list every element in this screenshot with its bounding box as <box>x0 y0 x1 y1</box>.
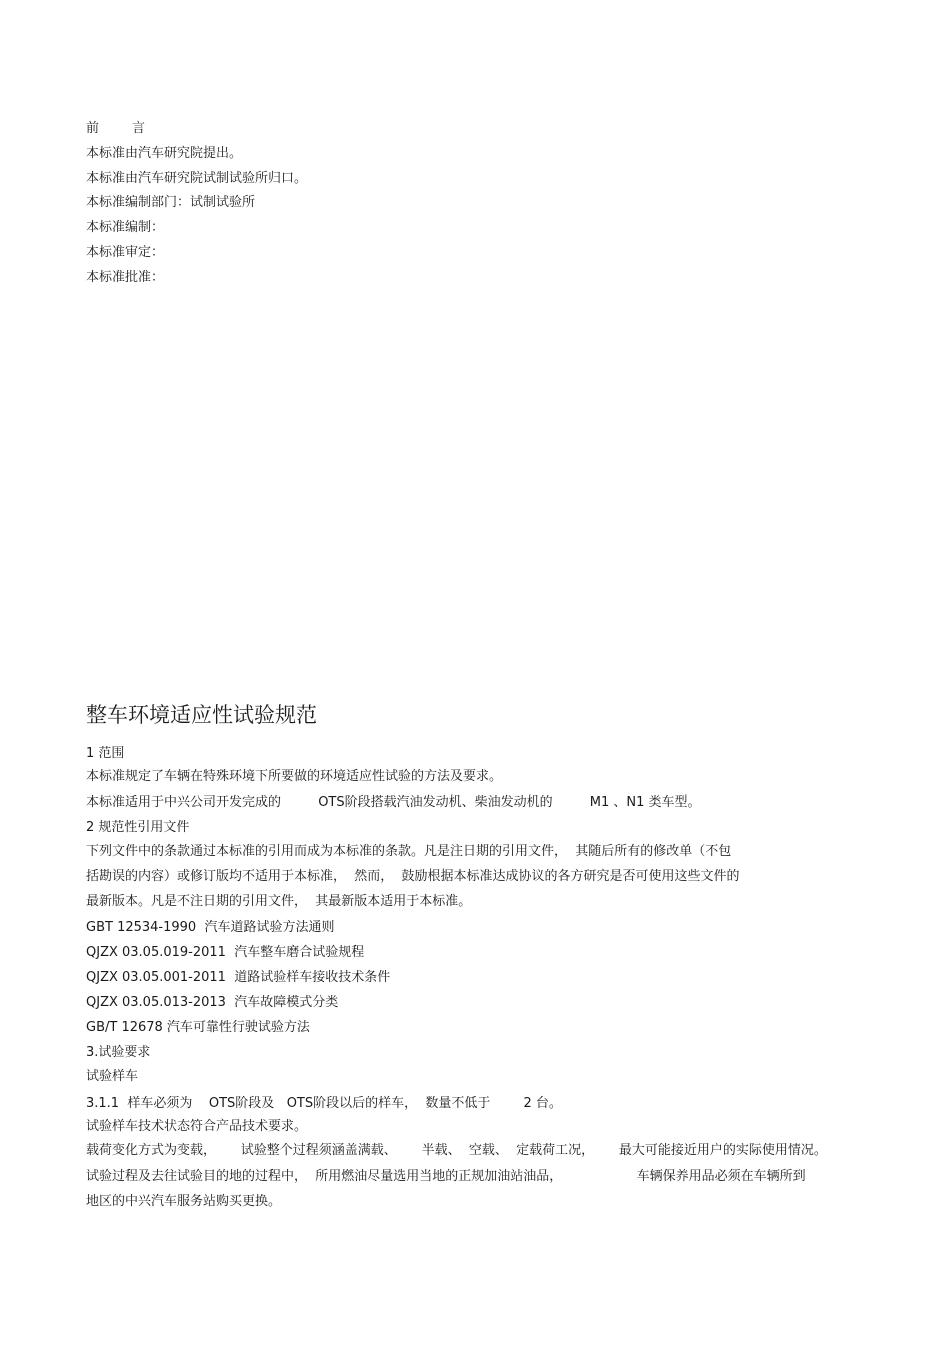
preface-line-department: 本标准编制部门：试制试验所 <box>86 195 256 210</box>
section-2-line: 下列文件中的条款通过本标准的引用而成为本标准的条款。凡是注日期的引用文件， 其随后所有的修改单（不包 <box>86 844 732 859</box>
section-3-line: 载荷变化方式为变载， 试验整个过程须涵盖满载、 半载、 空载、 定载荷工况， 最大可能接近用户的实际使用情况。 <box>86 1143 827 1158</box>
section-2-line: 最新版本。凡是不注日期的引用文件， 其最新版本适用于本标准。 <box>86 894 472 909</box>
reference-item: QJZX 03.05.019-2011 汽车整车磨合试验规程 <box>86 945 365 960</box>
section-3-line: 试验过程及去往试验目的地的过程中， 所用燃油尽量选用当地的正规加油站油品， 车辆保养用品必须在车辆所到 <box>86 1169 806 1184</box>
document-title: 整车环境适应性试验规范 <box>86 703 317 727</box>
preface-line-centralized: 本标准由汽车研究院试制试验所归口。 <box>86 171 308 186</box>
section-2-line: 括勘误的内容）或修订版均不适用于本标准， 然而， 鼓励根据本标准达成协议的各方研究是否可使用这些文件的 <box>86 869 740 884</box>
preface-line-reviewed: 本标准审定： <box>86 245 165 260</box>
reference-item: QJZX 03.05.013-2013 汽车故障模式分类 <box>86 995 339 1010</box>
section-3-line: 地区的中兴汽车服务站购买更换。 <box>86 1194 282 1209</box>
preface-line-drafted: 本标准编制： <box>86 220 165 235</box>
preface-heading: 前 言 <box>86 121 146 136</box>
section-3-subheading: 试验样车 <box>86 1069 139 1084</box>
section-1-line: 本标准规定了车辆在特殊环境下所要做的环境适应性试验的方法及要求。 <box>86 769 503 784</box>
section-1-line: 本标准适用于中兴公司开发完成的 OTS阶段搭载汽油发动机、柴油发动机的 M1 、N1 类车型。 <box>86 795 701 810</box>
section-1-heading: 1 范围 <box>86 746 125 761</box>
preface-line-approved: 本标准批准： <box>86 270 165 285</box>
preface-line-proposer: 本标准由汽车研究院提出。 <box>86 146 243 161</box>
section-3-heading: 3.试验要求 <box>86 1045 151 1060</box>
reference-item: QJZX 03.05.001-2011 道路试验样车接收技术条件 <box>86 970 391 985</box>
section-3-line: 试验样车技术状态符合产品技术要求。 <box>86 1119 308 1134</box>
reference-item: GB/T 12678 汽车可靠性行驶试验方法 <box>86 1020 310 1035</box>
section-2-heading: 2 规范性引用文件 <box>86 820 190 835</box>
reference-item: GBT 12534-1990 汽车道路试验方法通则 <box>86 920 335 935</box>
section-3-line: 3.1.1 样车必须为 OTS阶段及 OTS阶段以后的样车， 数量不低于 2 台。 <box>86 1096 562 1111</box>
